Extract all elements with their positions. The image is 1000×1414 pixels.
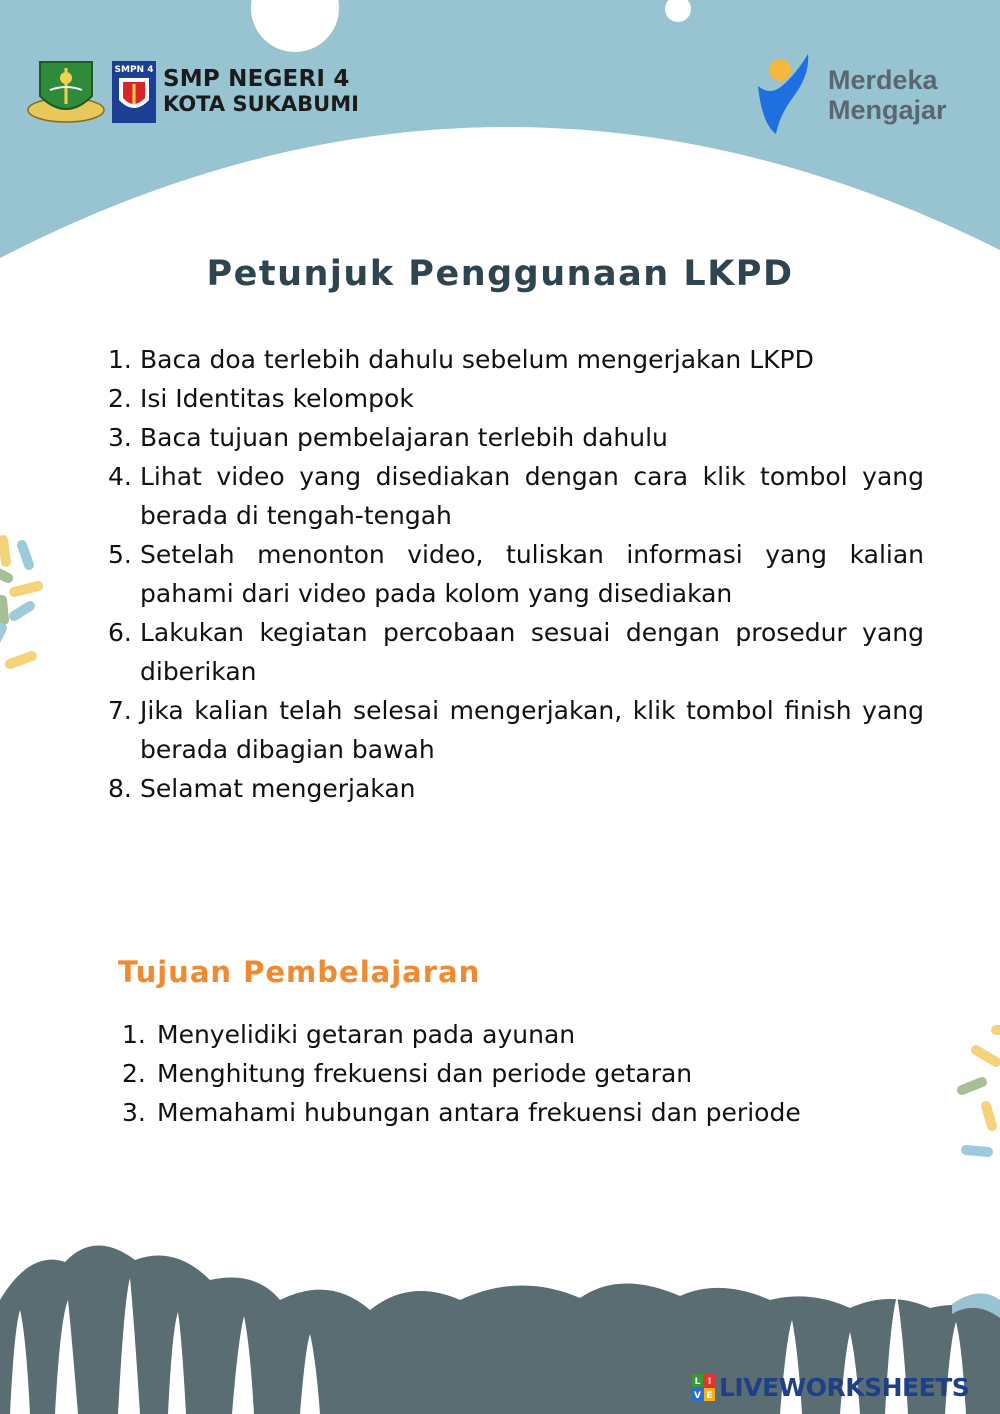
list-text: Lihat video yang disediakan dengan cara klik tombol yang berada di tengah-tengah xyxy=(140,462,924,530)
list-text: Jika kalian telah selesai mengerjakan, klik tombol finish yang berada dibagian bawah xyxy=(140,696,924,764)
list-number: 1. xyxy=(122,1020,146,1049)
list-number: 4. xyxy=(108,462,132,491)
list-text: Selamat mengerjakan xyxy=(140,774,416,803)
list-item xyxy=(108,691,924,769)
list-text: Setelah menonton video, tuliskan informasi yang kalian pahami dari video pada kolom yang disediakan xyxy=(140,540,924,608)
city-emblem-logo xyxy=(26,56,106,128)
goals-list xyxy=(122,1015,801,1132)
school-name-line2: KOTA SUKABUMI xyxy=(163,92,359,116)
list-item xyxy=(108,613,924,691)
list-item xyxy=(122,1054,801,1093)
liveworksheets-watermark xyxy=(692,1373,969,1402)
list-item xyxy=(108,418,924,457)
list-number: 2. xyxy=(108,384,132,413)
brand-line1: Merdeka xyxy=(828,65,938,95)
brand-text xyxy=(828,65,947,125)
smpn4-badge-logo xyxy=(111,60,157,124)
list-number: 8. xyxy=(108,774,132,803)
confetti-left xyxy=(0,540,38,664)
list-item xyxy=(108,340,924,379)
liveworksheets-logo-icon xyxy=(692,1374,716,1402)
list-number: 1. xyxy=(108,345,132,374)
list-item xyxy=(108,379,924,418)
list-item xyxy=(108,535,924,613)
badge-letter-2: I xyxy=(707,1376,712,1387)
list-text: Menyelidiki getaran pada ayunan xyxy=(157,1020,576,1049)
instructions-list xyxy=(108,340,924,808)
list-number: 3. xyxy=(122,1098,146,1127)
list-item xyxy=(108,769,924,808)
list-text: Lakukan kegiatan percobaan sesuai dengan prosedur yang diberikan xyxy=(140,618,924,686)
list-number: 3. xyxy=(108,423,132,452)
list-number: 2. xyxy=(122,1059,146,1088)
merdeka-mengajar-icon xyxy=(752,52,814,138)
list-text: Isi Identitas kelompok xyxy=(140,384,414,413)
school-header xyxy=(26,56,359,128)
list-text: Menghitung frekuensi dan periode getaran xyxy=(157,1059,693,1088)
list-text: Memahami hubungan antara frekuensi dan periode xyxy=(157,1098,801,1127)
list-item xyxy=(108,457,924,535)
watermark-text: LIVEWORKSHEETS xyxy=(719,1373,970,1402)
badge-label: SMPN 4 xyxy=(114,65,154,75)
badge-letter-4: E xyxy=(706,1390,713,1401)
list-item xyxy=(122,1015,801,1054)
list-number: 7. xyxy=(108,696,132,725)
list-number: 6. xyxy=(108,618,132,647)
badge-letter-3: V xyxy=(694,1390,701,1401)
list-text: Baca tujuan pembelajaran terlebih dahulu xyxy=(140,423,668,452)
school-name-line1: SMP NEGERI 4 xyxy=(163,66,350,92)
merdeka-mengajar-logo xyxy=(752,52,947,138)
badge-letter-1: L xyxy=(694,1376,701,1387)
page-title: Petunjuk Penggunaan LKPD xyxy=(206,254,794,294)
list-item xyxy=(122,1093,801,1132)
school-name xyxy=(163,67,359,117)
list-text: Baca doa terlebih dahulu sebelum mengerjakan LKPD xyxy=(140,345,814,374)
list-number: 5. xyxy=(108,540,132,569)
brand-line2: Mengajar xyxy=(828,95,947,125)
confetti-right xyxy=(962,1030,1000,1152)
goals-title: Tujuan Pembelajaran xyxy=(118,955,481,989)
